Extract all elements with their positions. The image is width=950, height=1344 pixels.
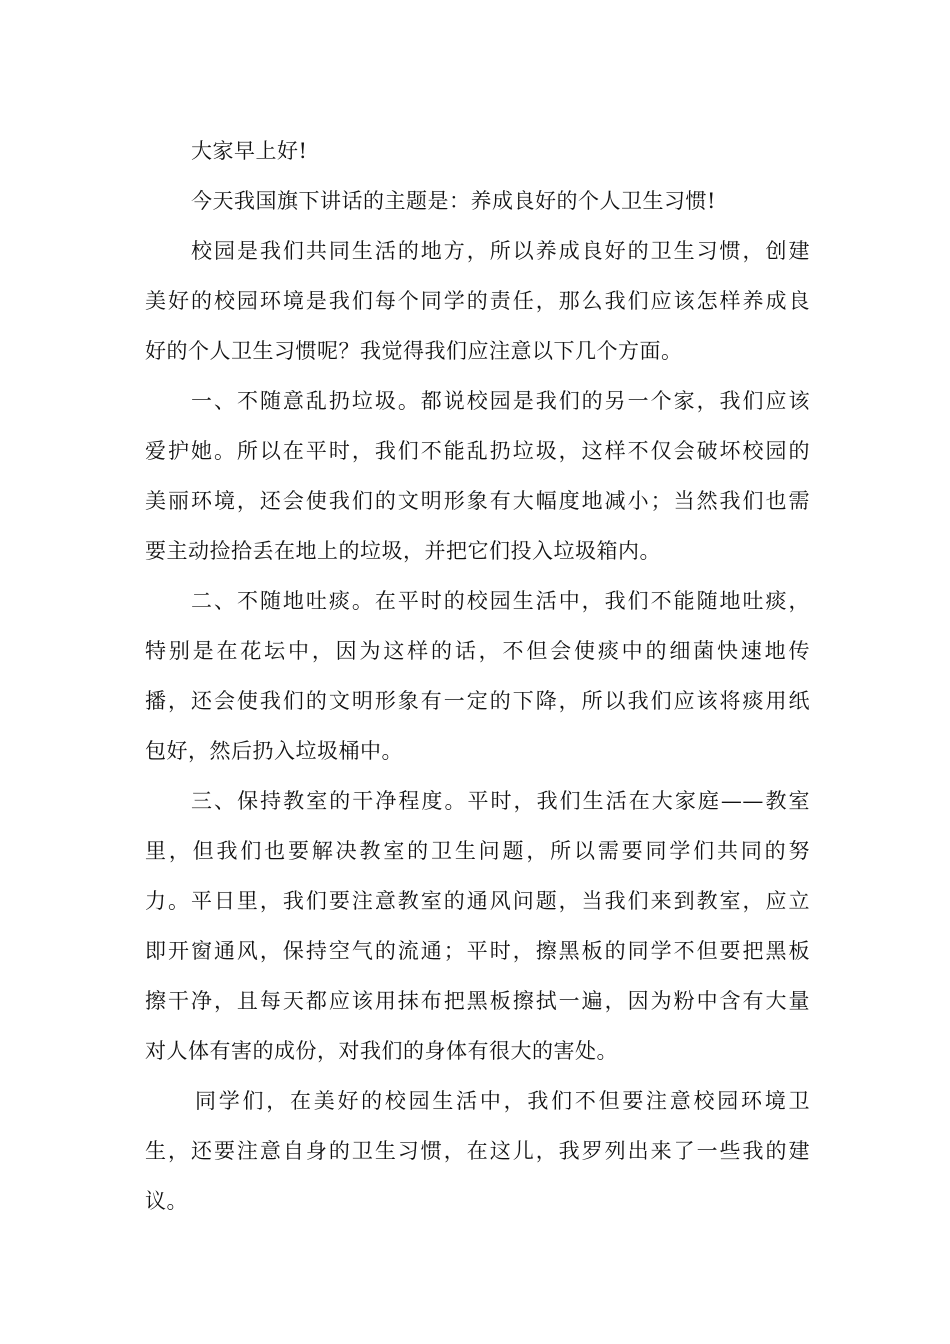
paragraph-line: 特别是在花坛中，因为这样的话，不但会使痰中的细菌快速地传 <box>145 639 810 663</box>
paragraph-closing <box>145 1076 810 1226</box>
topic-line: 今天我国旗下讲话的主题是：养成良好的个人卫生习惯! <box>191 189 716 213</box>
paragraph-line: 美丽环境，还会使我们的文明形象有大幅度地减小；当然我们也需 <box>145 489 810 513</box>
paragraph-topic <box>145 176 810 226</box>
paragraph-line: 播，还会使我们的文明形象有一定的下降，所以我们应该将痰用纸 <box>145 689 810 713</box>
paragraph-line: 一、不随意乱扔垃圾。都说校园是我们的另一个家，我们应该 <box>191 389 810 413</box>
greeting-line: 大家早上好! <box>191 139 308 163</box>
paragraph-line: 擦干净，且每天都应该用抹布把黑板擦拭一遍，因为粉中含有大量 <box>145 989 810 1013</box>
paragraph-line: 美好的校园环境是我们每个同学的责任，那么我们应该怎样养成良 <box>145 289 810 313</box>
paragraph-line: 力。平日里，我们要注意教室的通风问题，当我们来到教室，应立 <box>145 889 810 913</box>
paragraph-line: 里，但我们也要解决教室的卫生问题，所以需要同学们共同的努 <box>145 839 810 863</box>
paragraph-point-3 <box>145 776 810 1076</box>
speech-text <box>145 126 810 1226</box>
paragraph-greeting <box>145 126 810 176</box>
paragraph-line: 对人体有害的成份，对我们的身体有很大的害处。 <box>145 1039 618 1063</box>
paragraph-line: 校园是我们共同生活的地方，所以养成良好的卫生习惯，创建 <box>191 239 810 263</box>
paragraph-line: 同学们，在美好的校园生活中，我们不但要注意校园环境卫 <box>195 1089 810 1113</box>
paragraph-line: 议。 <box>145 1189 188 1213</box>
paragraph-line: 包好，然后扔入垃圾桶中。 <box>145 739 403 763</box>
paragraph-line: 即开窗通风，保持空气的流通；平时，擦黑板的同学不但要把黑板 <box>145 939 810 963</box>
paragraph-intro <box>145 226 810 376</box>
paragraph-line: 三、保持教室的干净程度。平时，我们生活在大家庭——教室 <box>191 789 810 813</box>
paragraph-point-1 <box>145 376 810 576</box>
paragraph-line: 好的个人卫生习惯呢？我觉得我们应注意以下几个方面。 <box>145 339 683 363</box>
paragraph-line: 二、不随地吐痰。在平时的校园生活中，我们不能随地吐痰， <box>191 589 810 613</box>
paragraph-line: 要主动捡拾丢在地上的垃圾，并把它们投入垃圾箱内。 <box>145 539 661 563</box>
paragraph-line: 爱护她。所以在平时，我们不能乱扔垃圾，这样不仅会破坏校园的 <box>145 439 810 463</box>
paragraph-point-2 <box>145 576 810 776</box>
paragraph-line: 生，还要注意自身的卫生习惯，在这儿，我罗列出来了一些我的建 <box>145 1139 810 1163</box>
